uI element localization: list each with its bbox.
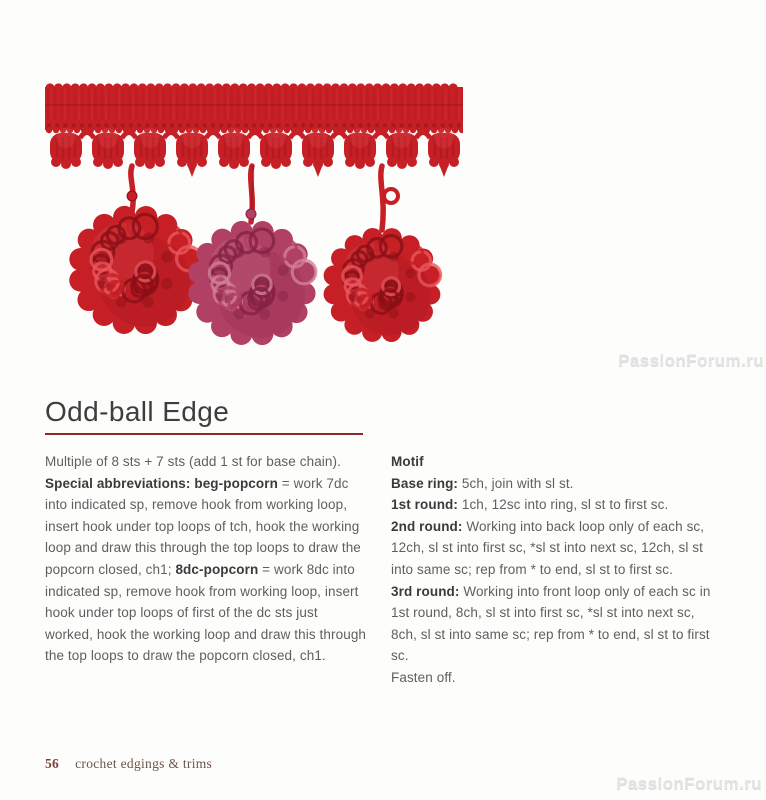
pompom-ball-right — [324, 228, 441, 342]
motif-heading: Motif — [391, 454, 424, 469]
round-2-step: 2nd round: Working into back loop only of each sc, 12ch, sl st into first sc, *sl st into next sc, 12ch, sl st into same sc; rep from * to end, sl st to first sc. — [391, 518, 705, 577]
base-ring-step: Base ring: 5ch, join with sl st. — [391, 475, 574, 491]
title-rule — [45, 433, 363, 435]
special-abbreviations: Special abbreviations: beg-popcorn = work 7dc into indicated sp, remove hook from working loop, insert hook under top loops of tch, hook the working loop and draw this through the top loops to draw the popcorn closed, ch1; 8dc-popcorn = work 8dc into indicated sp, remove hook from working loop, insert hook under top loops of first of the dc sts just worked, hook the working loop and draw this through the top loops to draw the popcorn closed, ch1. — [45, 475, 367, 664]
page-number: 56 — [45, 756, 60, 771]
page-footer — [45, 756, 212, 772]
book-title: crochet edgings & trims — [75, 756, 213, 771]
crochet-band — [45, 83, 463, 177]
multiple-note: Multiple of 8 sts + 7 sts (add 1 st for base chain). — [45, 454, 341, 469]
pompom-ball-middle — [188, 221, 315, 345]
pompom-ball-left — [69, 206, 201, 334]
round-1-step: 1st round: 1ch, 12sc into ring, sl st to first sc. — [391, 497, 669, 513]
motif-instructions-column — [391, 451, 717, 689]
watermark: PassionForum.ru — [616, 774, 762, 793]
watermark: PassionForum.ru — [618, 351, 764, 370]
page-title: Odd-ball Edge — [45, 396, 230, 427]
crochet-trim-photo — [45, 80, 463, 360]
pattern-notes-column — [45, 451, 367, 667]
fasten-off-step: Fasten off. — [391, 669, 456, 685]
round-3-step: 3rd round: Working into front loop only of each sc in 1st round, 8ch, sl st into first sc, *sl st into next sc, 8ch, sl st into same sc; rep from * to end, sl st to first sc. — [391, 583, 711, 664]
